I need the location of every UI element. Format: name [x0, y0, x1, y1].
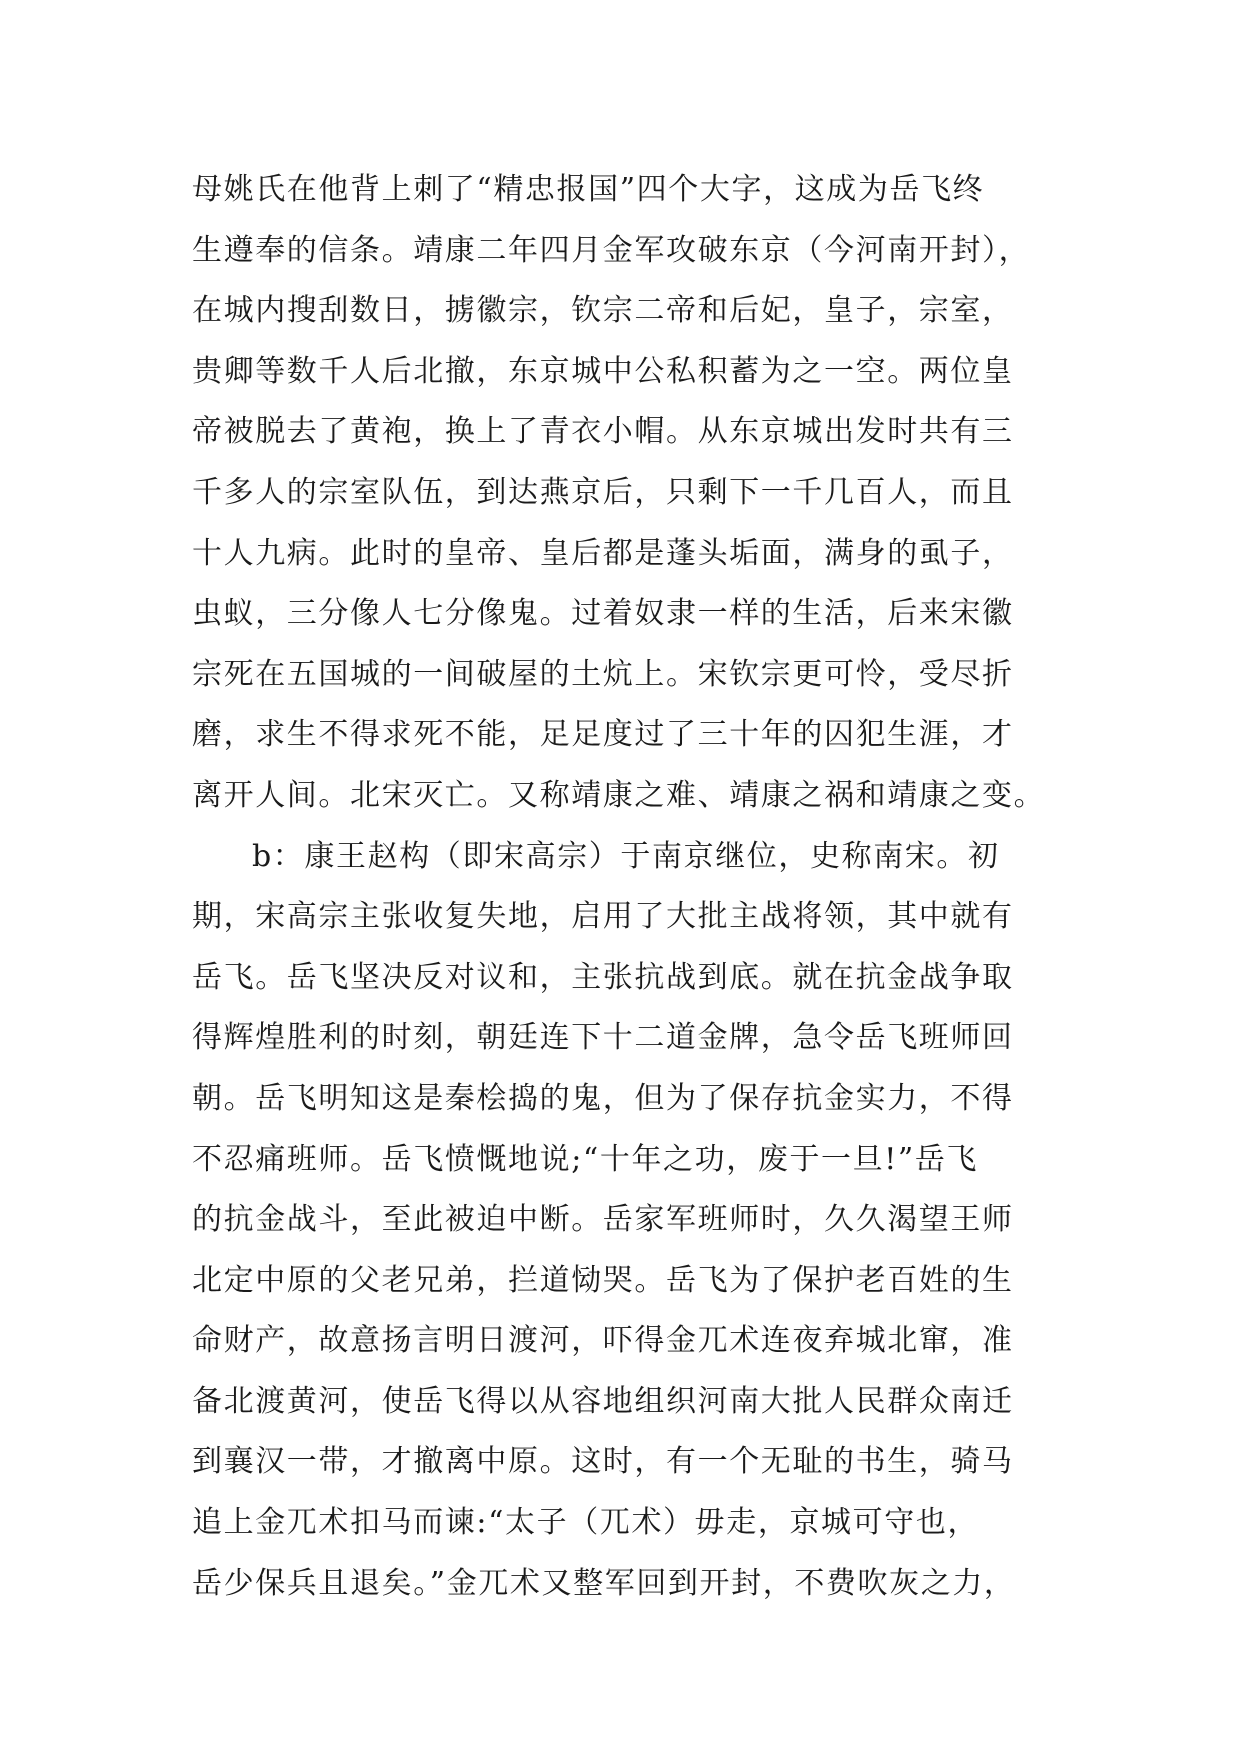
text-line: 命财产，故意扬言明日渡河，吓得金兀术连夜弃城北窜，准 — [192, 1323, 1014, 1359]
text-line: 磨，求生不得求死不能，足足度过了三十年的囚犯生涯，才 — [192, 717, 1014, 753]
text-line: 贵卿等数千人后北撤，东京城中公私积蓄为之一空。两位皇 — [192, 353, 1014, 389]
text-line: 千多人的宗室队伍，到达燕京后，只剩下一千几百人，而且 — [192, 474, 1014, 510]
text-line: 宗死在五国城的一间破屋的土炕上。宋钦宗更可怜，受尽折 — [192, 656, 1014, 692]
text-line: 十人九病。此时的皇帝、皇后都是蓬头垢面，满身的虱子， — [192, 535, 1014, 571]
text-line: 岳飞。岳飞坚决反对议和，主张抗战到底。就在抗金战争取 — [192, 959, 1014, 995]
text-line: 的抗金战斗，至此被迫中断。岳家军班师时，久久渴望王师 — [192, 1202, 1014, 1238]
text-line: 得辉煌胜利的时刻，朝廷连下十二道金牌，急令岳飞班师回 — [192, 1020, 1014, 1056]
text-line: 岳少保兵且退矣。”金兀术又整军回到开封，不费吹灰之力， — [192, 1565, 1016, 1601]
text-line: 母姚氏在他背上刺了“精忠报国”四个大字，这成为岳飞终 — [192, 172, 985, 207]
text-line: 北定中原的父老兄弟，拦道恸哭。岳飞为了保护老百姓的生 — [192, 1262, 1014, 1298]
text-line: 期，宋高宗主张收复失地，启用了大批主战将领，其中就有 — [192, 899, 1014, 935]
text-line: 追上金兀术扣马而谏:“太子（兀术）毋走，京城可守也， — [192, 1505, 980, 1541]
text-line: 不忍痛班师。岳飞愤慨地说;“十年之功，废于一旦!”岳飞 — [192, 1141, 979, 1177]
text-line: 到襄汉一带，才撤离中原。这时，有一个无耻的书生，骑马 — [192, 1444, 1014, 1480]
text-line: 生遵奉的信条。靖康二年四月金军攻破东京（今河南开封）， — [192, 232, 1031, 268]
paragraph-2 — [192, 827, 1072, 1615]
text-line: b：康王赵构（即宋高宗）于南京继位，史称南宋。初 — [252, 838, 1000, 874]
paragraph-1 — [192, 160, 1072, 827]
text-line: 帝被脱去了黄袍，换上了青衣小帽。从东京城出发时共有三 — [192, 414, 1014, 450]
text-line: 虫蚁，三分像人七分像鬼。过着奴隶一样的生活，后来宋徽 — [192, 596, 1014, 632]
text-line: 备北渡黄河，使岳飞得以从容地组织河南大批人民群众南迁 — [192, 1383, 1014, 1419]
text-line: 朝。岳飞明知这是秦桧捣的鬼，但为了保存抗金实力，不得 — [192, 1080, 1014, 1116]
text-line: 在城内搜刮数日，掳徽宗，钦宗二帝和后妃，皇子，宗室， — [192, 293, 1014, 329]
body-text — [192, 160, 1072, 1614]
text-line: 离开人间。北宋灭亡。又称靖康之难、靖康之祸和靖康之变。 — [192, 777, 1046, 813]
